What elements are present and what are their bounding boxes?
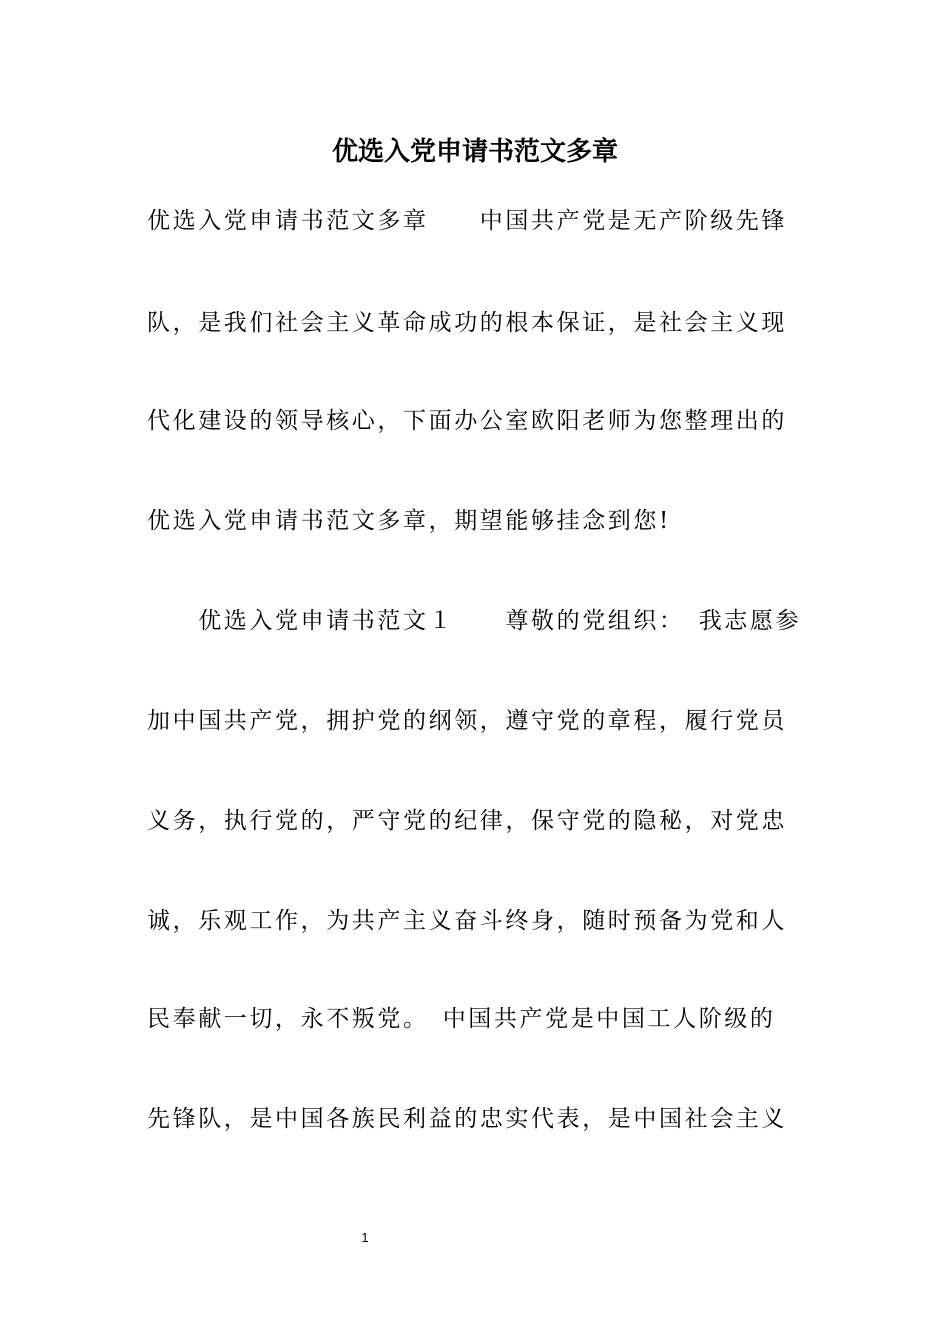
body-line: 优选入党申请书范文多章，期望能够挂念到您! [147, 508, 671, 534]
body-line: 义务，执行党的，严守党的纪律，保守党的隐秘，对党忠 [147, 808, 787, 834]
body-line: 代化建设的领导核心，下面办公室欧阳老师为您整理出的 [147, 408, 787, 434]
body-line: 先锋队，是中国各族民利益的忠实代表，是中国社会主义 [147, 1106, 787, 1132]
body-line: 优选入党申请书范文１ 尊敬的党组织： 我志愿参 [147, 608, 802, 634]
body-line: 队，是我们社会主义革命成功的根本保证，是社会主义现 [147, 310, 787, 336]
body-line: 民奉献一切，永不叛党。 中国共产党是中国工人阶级的 [147, 1006, 776, 1032]
body-line: 优选入党申请书范文多章 中国共产党是无产阶级先锋 [147, 208, 787, 234]
document-title: 优选入党申请书范文多章 [331, 137, 618, 167]
body-line: 加中国共产党，拥护党的纲领，遵守党的章程，履行党员 [147, 708, 787, 734]
page-number: 1 [361, 1230, 369, 1245]
body-line: 诚，乐观工作，为共产主义奋斗终身，随时预备为党和人 [147, 908, 787, 934]
